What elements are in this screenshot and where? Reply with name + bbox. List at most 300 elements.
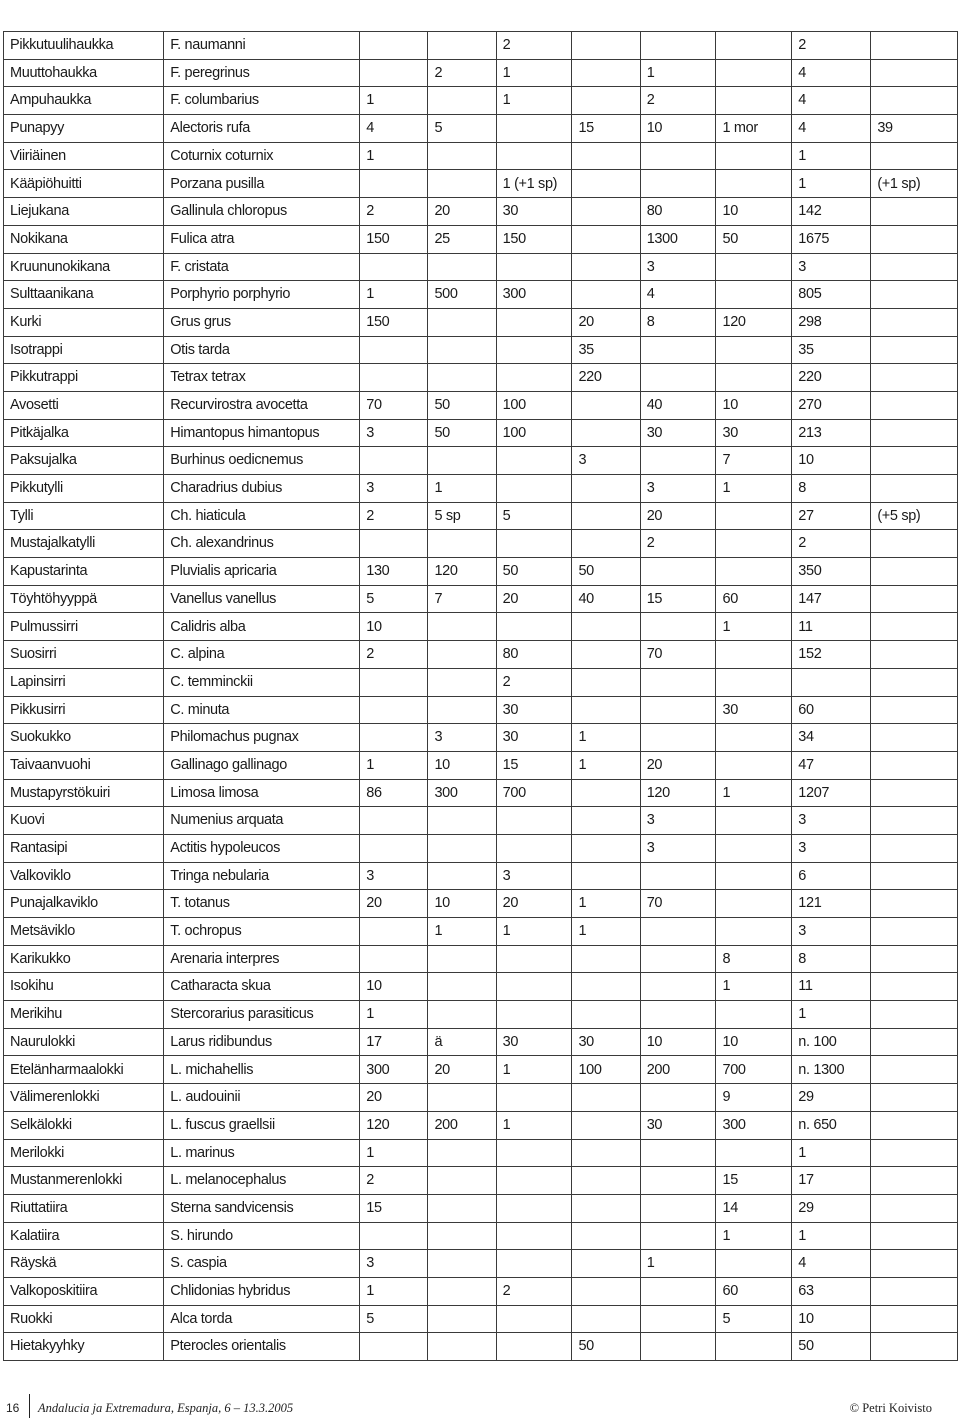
- count-cell: 4: [792, 59, 871, 87]
- count-cell: 213: [792, 419, 871, 447]
- count-cell: [871, 973, 958, 1001]
- count-cell: [496, 530, 572, 558]
- count-cell: [428, 1250, 496, 1278]
- count-cell: [792, 668, 871, 696]
- count-cell: 20: [640, 751, 716, 779]
- table-row: [4, 253, 958, 281]
- count-cell: [871, 724, 958, 752]
- count-cell: 86: [360, 779, 428, 807]
- count-cell: 1: [360, 751, 428, 779]
- count-cell: [716, 142, 792, 170]
- count-cell: 1: [496, 918, 572, 946]
- count-cell: [428, 1305, 496, 1333]
- count-cell: 152: [792, 641, 871, 669]
- count-cell: 1: [640, 1250, 716, 1278]
- count-cell: [428, 834, 496, 862]
- count-cell: n. 100: [792, 1028, 871, 1056]
- latin-name-cell: L. melanocephalus: [164, 1167, 360, 1195]
- count-cell: [360, 530, 428, 558]
- count-cell: [496, 364, 572, 392]
- latin-name-cell: Ch. hiaticula: [164, 502, 360, 530]
- count-cell: 3: [792, 253, 871, 281]
- count-cell: 10: [716, 198, 792, 226]
- count-cell: 63: [792, 1277, 871, 1305]
- count-cell: [640, 364, 716, 392]
- count-cell: 10: [716, 1028, 792, 1056]
- count-cell: 120: [428, 558, 496, 586]
- count-cell: 30: [716, 696, 792, 724]
- count-cell: [496, 613, 572, 641]
- count-cell: [496, 807, 572, 835]
- count-cell: 7: [428, 585, 496, 613]
- count-cell: [572, 391, 640, 419]
- footer-author: © Petri Koivisto: [849, 1401, 932, 1415]
- count-cell: [428, 668, 496, 696]
- count-cell: 10: [360, 973, 428, 1001]
- count-cell: [360, 945, 428, 973]
- count-cell: [572, 253, 640, 281]
- table-row: [4, 1222, 958, 1250]
- table-row: [4, 1277, 958, 1305]
- finnish-name-cell: Metsäviklo: [4, 918, 164, 946]
- count-cell: [716, 530, 792, 558]
- finnish-name-cell: Kalatiira: [4, 1222, 164, 1250]
- count-cell: 80: [640, 198, 716, 226]
- count-cell: [360, 918, 428, 946]
- count-cell: [360, 1333, 428, 1361]
- count-cell: [496, 1333, 572, 1361]
- count-cell: 35: [572, 336, 640, 364]
- finnish-name-cell: Taivaanvuohi: [4, 751, 164, 779]
- count-cell: [871, 696, 958, 724]
- finnish-name-cell: Avosetti: [4, 391, 164, 419]
- latin-name-cell: Recurvirostra avocetta: [164, 391, 360, 419]
- count-cell: [428, 142, 496, 170]
- count-cell: 10: [428, 890, 496, 918]
- latin-name-cell: Philomachus pugnax: [164, 724, 360, 752]
- count-cell: 29: [792, 1194, 871, 1222]
- latin-name-cell: Sterna sandvicensis: [164, 1194, 360, 1222]
- finnish-name-cell: Etelänharmaalokki: [4, 1056, 164, 1084]
- count-cell: 500: [428, 281, 496, 309]
- count-cell: [716, 807, 792, 835]
- count-cell: 1: [640, 59, 716, 87]
- count-cell: (+1 sp): [871, 170, 958, 198]
- count-cell: 1: [572, 724, 640, 752]
- latin-name-cell: F. peregrinus: [164, 59, 360, 87]
- latin-name-cell: Numenius arquata: [164, 807, 360, 835]
- count-cell: 3: [360, 862, 428, 890]
- count-cell: 11: [792, 973, 871, 1001]
- count-cell: [871, 142, 958, 170]
- count-cell: [871, 364, 958, 392]
- finnish-name-cell: Pikkutylli: [4, 475, 164, 503]
- count-cell: 1 mor: [716, 115, 792, 143]
- count-cell: 30: [572, 1028, 640, 1056]
- count-cell: 120: [716, 308, 792, 336]
- count-cell: [360, 336, 428, 364]
- count-cell: [716, 32, 792, 60]
- count-cell: [428, 87, 496, 115]
- count-cell: [572, 1111, 640, 1139]
- count-cell: 30: [496, 1028, 572, 1056]
- latin-name-cell: Arenaria interpres: [164, 945, 360, 973]
- count-cell: 1: [572, 751, 640, 779]
- count-cell: [496, 142, 572, 170]
- count-cell: 147: [792, 585, 871, 613]
- count-cell: [871, 1001, 958, 1029]
- finnish-name-cell: Isotrappi: [4, 336, 164, 364]
- latin-name-cell: C. temminckii: [164, 668, 360, 696]
- count-cell: [572, 1001, 640, 1029]
- finnish-name-cell: Isokihu: [4, 973, 164, 1001]
- count-cell: [716, 87, 792, 115]
- count-cell: 20: [496, 585, 572, 613]
- finnish-name-cell: Kruununokikana: [4, 253, 164, 281]
- finnish-name-cell: Tylli: [4, 502, 164, 530]
- count-cell: [716, 502, 792, 530]
- count-cell: 3: [360, 419, 428, 447]
- count-cell: 15: [716, 1167, 792, 1195]
- count-cell: 20: [572, 308, 640, 336]
- count-cell: 3: [640, 807, 716, 835]
- count-cell: [716, 59, 792, 87]
- latin-name-cell: Otis tarda: [164, 336, 360, 364]
- count-cell: 3: [428, 724, 496, 752]
- count-cell: [496, 253, 572, 281]
- finnish-name-cell: Pitkäjalka: [4, 419, 164, 447]
- count-cell: [496, 115, 572, 143]
- count-cell: [572, 198, 640, 226]
- count-cell: [572, 1167, 640, 1195]
- count-cell: 1: [716, 1222, 792, 1250]
- count-cell: [360, 1222, 428, 1250]
- count-cell: [871, 1084, 958, 1112]
- count-cell: 121: [792, 890, 871, 918]
- latin-name-cell: F. naumanni: [164, 32, 360, 60]
- count-cell: 300: [428, 779, 496, 807]
- count-cell: 4: [360, 115, 428, 143]
- count-cell: [428, 641, 496, 669]
- table-row: [4, 779, 958, 807]
- count-cell: [572, 1222, 640, 1250]
- count-cell: 8: [792, 475, 871, 503]
- count-cell: 1675: [792, 225, 871, 253]
- count-cell: [360, 834, 428, 862]
- table-row: [4, 391, 958, 419]
- count-cell: 14: [716, 1194, 792, 1222]
- count-cell: [871, 1333, 958, 1361]
- count-cell: [360, 364, 428, 392]
- count-cell: [640, 336, 716, 364]
- finnish-name-cell: Punapyy: [4, 115, 164, 143]
- count-cell: 1: [572, 890, 640, 918]
- latin-name-cell: F. cristata: [164, 253, 360, 281]
- finnish-name-cell: Kapustarinta: [4, 558, 164, 586]
- count-cell: [716, 1250, 792, 1278]
- count-cell: [496, 1222, 572, 1250]
- latin-name-cell: Porphyrio porphyrio: [164, 281, 360, 309]
- count-cell: 70: [360, 391, 428, 419]
- table-row: [4, 447, 958, 475]
- count-cell: [360, 668, 428, 696]
- count-cell: 1: [792, 1222, 871, 1250]
- table-row: [4, 32, 958, 60]
- count-cell: [360, 253, 428, 281]
- table-row: [4, 198, 958, 226]
- count-cell: 30: [640, 1111, 716, 1139]
- count-cell: 700: [496, 779, 572, 807]
- table-row: [4, 862, 958, 890]
- latin-name-cell: Alca torda: [164, 1305, 360, 1333]
- count-cell: [640, 32, 716, 60]
- count-cell: 1: [360, 1001, 428, 1029]
- count-cell: 4: [792, 115, 871, 143]
- latin-name-cell: Charadrius dubius: [164, 475, 360, 503]
- count-cell: [871, 862, 958, 890]
- count-cell: 350: [792, 558, 871, 586]
- count-cell: [871, 225, 958, 253]
- count-cell: [572, 142, 640, 170]
- count-cell: ä: [428, 1028, 496, 1056]
- count-cell: [871, 1167, 958, 1195]
- count-cell: 10: [792, 1305, 871, 1333]
- count-cell: [428, 447, 496, 475]
- count-cell: 270: [792, 391, 871, 419]
- count-cell: [496, 475, 572, 503]
- finnish-name-cell: Kääpiöhuitti: [4, 170, 164, 198]
- count-cell: [640, 1333, 716, 1361]
- latin-name-cell: Grus grus: [164, 308, 360, 336]
- table-row: [4, 558, 958, 586]
- count-cell: 8: [716, 945, 792, 973]
- count-cell: 5: [360, 585, 428, 613]
- count-cell: 30: [496, 198, 572, 226]
- latin-name-cell: Gallinago gallinago: [164, 751, 360, 779]
- count-cell: [572, 1194, 640, 1222]
- table-row: [4, 419, 958, 447]
- latin-name-cell: Burhinus oedicnemus: [164, 447, 360, 475]
- count-cell: [572, 862, 640, 890]
- finnish-name-cell: Selkälokki: [4, 1111, 164, 1139]
- count-cell: 300: [360, 1056, 428, 1084]
- count-cell: [716, 724, 792, 752]
- latin-name-cell: S. hirundo: [164, 1222, 360, 1250]
- count-cell: 10: [792, 447, 871, 475]
- latin-name-cell: C. minuta: [164, 696, 360, 724]
- count-cell: [871, 475, 958, 503]
- count-cell: [871, 613, 958, 641]
- count-cell: [428, 336, 496, 364]
- count-cell: [428, 945, 496, 973]
- count-cell: [716, 1001, 792, 1029]
- count-cell: [496, 1167, 572, 1195]
- count-cell: [640, 1305, 716, 1333]
- count-cell: [360, 696, 428, 724]
- count-cell: 3: [496, 862, 572, 890]
- count-cell: [496, 1194, 572, 1222]
- latin-name-cell: Larus ridibundus: [164, 1028, 360, 1056]
- count-cell: 1: [428, 918, 496, 946]
- finnish-name-cell: Hietakyyhky: [4, 1333, 164, 1361]
- species-table: [3, 31, 958, 1361]
- count-cell: [572, 170, 640, 198]
- count-cell: [871, 253, 958, 281]
- count-cell: [428, 253, 496, 281]
- finnish-name-cell: Ampuhaukka: [4, 87, 164, 115]
- count-cell: [871, 530, 958, 558]
- count-cell: 2: [360, 641, 428, 669]
- count-cell: [428, 807, 496, 835]
- table-row: [4, 945, 958, 973]
- table-row: [4, 751, 958, 779]
- count-cell: [572, 1139, 640, 1167]
- count-cell: 300: [496, 281, 572, 309]
- count-cell: [572, 281, 640, 309]
- count-cell: n. 1300: [792, 1056, 871, 1084]
- count-cell: 50: [428, 419, 496, 447]
- table-row: [4, 530, 958, 558]
- count-cell: [871, 1139, 958, 1167]
- count-cell: 1: [360, 87, 428, 115]
- count-cell: [716, 281, 792, 309]
- count-cell: [640, 973, 716, 1001]
- count-cell: [496, 945, 572, 973]
- finnish-name-cell: Valkoposkitiira: [4, 1277, 164, 1305]
- count-cell: [572, 1250, 640, 1278]
- count-cell: 17: [360, 1028, 428, 1056]
- count-cell: 10: [428, 751, 496, 779]
- count-cell: [572, 475, 640, 503]
- count-cell: 47: [792, 751, 871, 779]
- count-cell: [716, 834, 792, 862]
- count-cell: [871, 558, 958, 586]
- count-cell: [640, 862, 716, 890]
- finnish-name-cell: Paksujalka: [4, 447, 164, 475]
- count-cell: 1: [792, 170, 871, 198]
- count-cell: [871, 1111, 958, 1139]
- finnish-name-cell: Riuttatiira: [4, 1194, 164, 1222]
- count-cell: [871, 1305, 958, 1333]
- latin-name-cell: C. alpina: [164, 641, 360, 669]
- count-cell: 29: [792, 1084, 871, 1112]
- count-cell: [716, 641, 792, 669]
- finnish-name-cell: Rantasipi: [4, 834, 164, 862]
- count-cell: 3: [792, 918, 871, 946]
- latin-name-cell: Stercorarius parasiticus: [164, 1001, 360, 1029]
- count-cell: 2: [640, 530, 716, 558]
- count-cell: 1: [716, 613, 792, 641]
- count-cell: [640, 558, 716, 586]
- count-cell: [716, 336, 792, 364]
- count-cell: [871, 890, 958, 918]
- count-cell: [871, 87, 958, 115]
- count-cell: 700: [716, 1056, 792, 1084]
- table-row: [4, 142, 958, 170]
- finnish-name-cell: Pikkutuulihaukka: [4, 32, 164, 60]
- count-cell: 20: [360, 890, 428, 918]
- count-cell: 50: [792, 1333, 871, 1361]
- count-cell: 1: [716, 779, 792, 807]
- count-cell: [871, 807, 958, 835]
- count-cell: 3: [792, 807, 871, 835]
- latin-name-cell: Tetrax tetrax: [164, 364, 360, 392]
- count-cell: 2: [496, 1277, 572, 1305]
- count-cell: 60: [716, 1277, 792, 1305]
- count-cell: 10: [360, 613, 428, 641]
- count-cell: [640, 1194, 716, 1222]
- count-cell: [428, 308, 496, 336]
- count-cell: [716, 558, 792, 586]
- count-cell: [716, 1333, 792, 1361]
- count-cell: 50: [716, 225, 792, 253]
- table-row: [4, 1167, 958, 1195]
- count-cell: 8: [640, 308, 716, 336]
- count-cell: 40: [640, 391, 716, 419]
- count-cell: 70: [640, 890, 716, 918]
- count-cell: [572, 1084, 640, 1112]
- count-cell: 1: [496, 59, 572, 87]
- species-table-container: [3, 31, 958, 1361]
- count-cell: [640, 447, 716, 475]
- count-cell: [360, 807, 428, 835]
- count-cell: 150: [360, 225, 428, 253]
- count-cell: [428, 32, 496, 60]
- finnish-name-cell: Punajalkaviklo: [4, 890, 164, 918]
- count-cell: [640, 1277, 716, 1305]
- count-cell: 50: [572, 558, 640, 586]
- finnish-name-cell: Valkoviklo: [4, 862, 164, 890]
- count-cell: [428, 1167, 496, 1195]
- count-cell: [871, 751, 958, 779]
- count-cell: [716, 1139, 792, 1167]
- finnish-name-cell: Karikukko: [4, 945, 164, 973]
- count-cell: 5 sp: [428, 502, 496, 530]
- count-cell: [871, 945, 958, 973]
- count-cell: 2: [360, 198, 428, 226]
- species-table-body: [4, 32, 958, 1361]
- count-cell: [360, 59, 428, 87]
- count-cell: [572, 225, 640, 253]
- count-cell: [871, 59, 958, 87]
- count-cell: 3: [640, 253, 716, 281]
- finnish-name-cell: Kuovi: [4, 807, 164, 835]
- count-cell: 1300: [640, 225, 716, 253]
- finnish-name-cell: Räyskä: [4, 1250, 164, 1278]
- count-cell: 298: [792, 308, 871, 336]
- finnish-name-cell: Liejukana: [4, 198, 164, 226]
- finnish-name-cell: Naurulokki: [4, 1028, 164, 1056]
- count-cell: [716, 170, 792, 198]
- latin-name-cell: T. ochropus: [164, 918, 360, 946]
- count-cell: 20: [428, 1056, 496, 1084]
- count-cell: [640, 613, 716, 641]
- count-cell: [428, 696, 496, 724]
- count-cell: 220: [792, 364, 871, 392]
- count-cell: 30: [640, 419, 716, 447]
- table-row: [4, 87, 958, 115]
- count-cell: [572, 1277, 640, 1305]
- count-cell: 3: [640, 475, 716, 503]
- count-cell: 2: [496, 668, 572, 696]
- count-cell: (+5 sp): [871, 502, 958, 530]
- count-cell: 805: [792, 281, 871, 309]
- count-cell: 27: [792, 502, 871, 530]
- count-cell: 1: [360, 1277, 428, 1305]
- count-cell: 10: [716, 391, 792, 419]
- table-row: [4, 1333, 958, 1361]
- count-cell: [871, 918, 958, 946]
